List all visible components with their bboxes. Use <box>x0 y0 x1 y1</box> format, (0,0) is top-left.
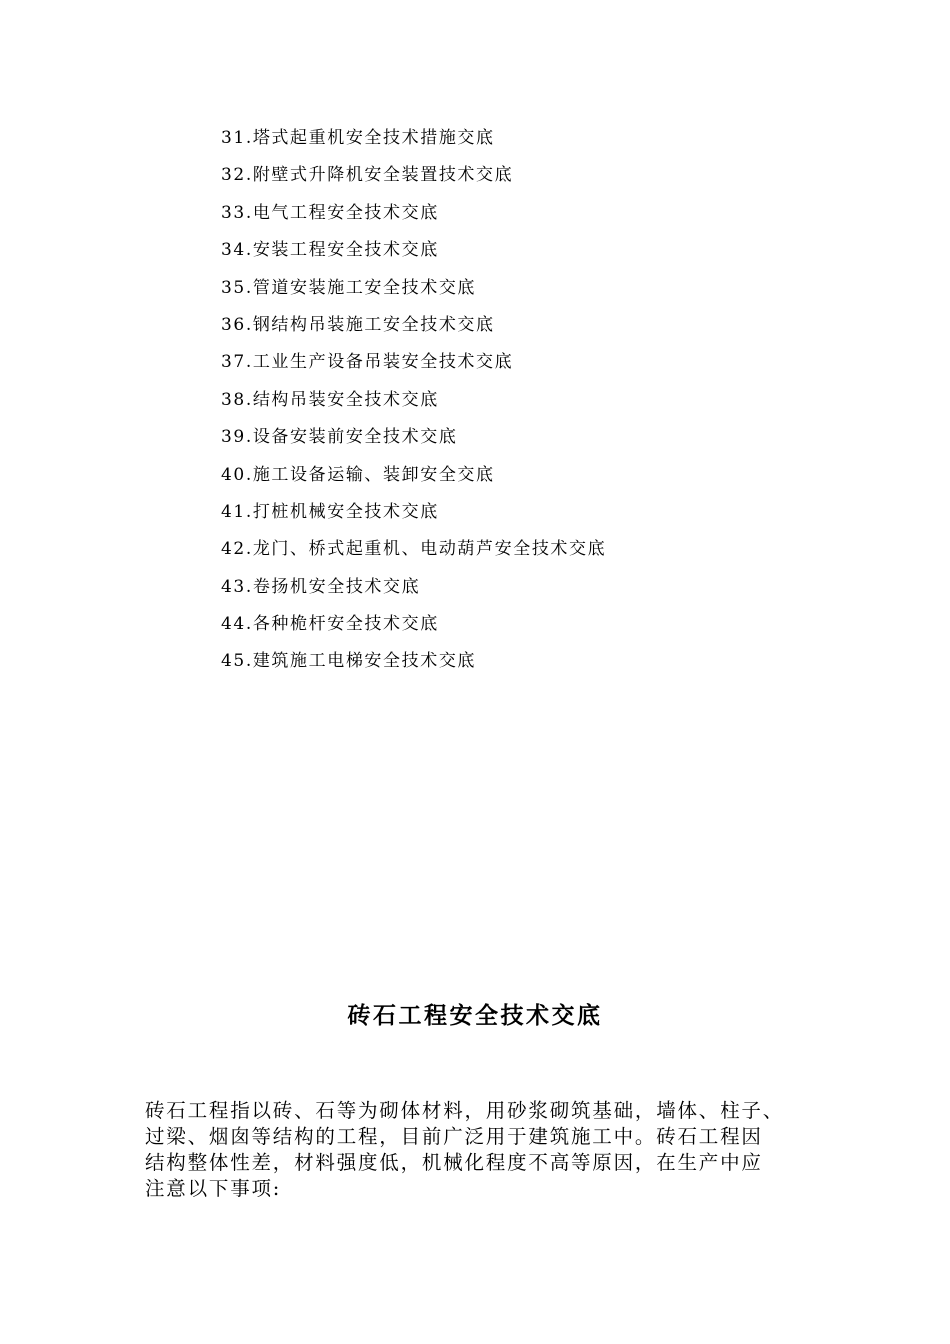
intro-line: 注意以下事项: <box>145 1177 282 1200</box>
table-of-contents <box>221 124 606 685</box>
toc-item: 44.各种桅杆安全技术交底 <box>221 614 439 635</box>
intro-line: 砖石工程指以砖、石等为砌体材料，用砂浆砌筑基础，墙体、柱子、 <box>145 1099 785 1122</box>
toc-item: 34.安装工程安全技术交底 <box>221 240 439 261</box>
toc-item: 35.管道安装施工安全技术交底 <box>221 277 477 298</box>
toc-item: 32.附壁式升降机安全装置技术交底 <box>221 165 514 186</box>
toc-item: 31.塔式起重机安全技术措施交底 <box>221 128 495 148</box>
toc-item: 42.龙门、桥式起重机、电动葫芦安全技术交底 <box>221 539 607 560</box>
toc-item: 41.打桩机械安全技术交底 <box>221 501 439 522</box>
toc-item: 38.结构吊装安全技术交底 <box>221 389 439 410</box>
section-title: 砖石工程安全技术交底 <box>347 1002 603 1029</box>
toc-item: 36.钢结构吊装施工安全技术交底 <box>221 314 495 335</box>
toc-item: 40.施工设备运输、装卸安全交底 <box>221 464 495 485</box>
intro-line: 过梁、烟囱等结构的工程，目前广泛用于建筑施工中。砖石工程因 <box>145 1125 763 1148</box>
toc-item: 37.工业生产设备吊装安全技术交底 <box>221 352 514 373</box>
toc-item: 45.建筑施工电梯安全技术交底 <box>221 651 477 672</box>
intro-line: 结构整体性差，材料强度低，机械化程度不高等原因，在生产中应 <box>145 1151 763 1174</box>
toc-item: 39.设备安装前安全技术交底 <box>221 427 458 448</box>
intro-paragraph <box>145 1098 835 1202</box>
toc-item: 43.卷扬机安全技术交底 <box>221 576 421 597</box>
toc-item: 33.电气工程安全技术交底 <box>221 202 439 223</box>
